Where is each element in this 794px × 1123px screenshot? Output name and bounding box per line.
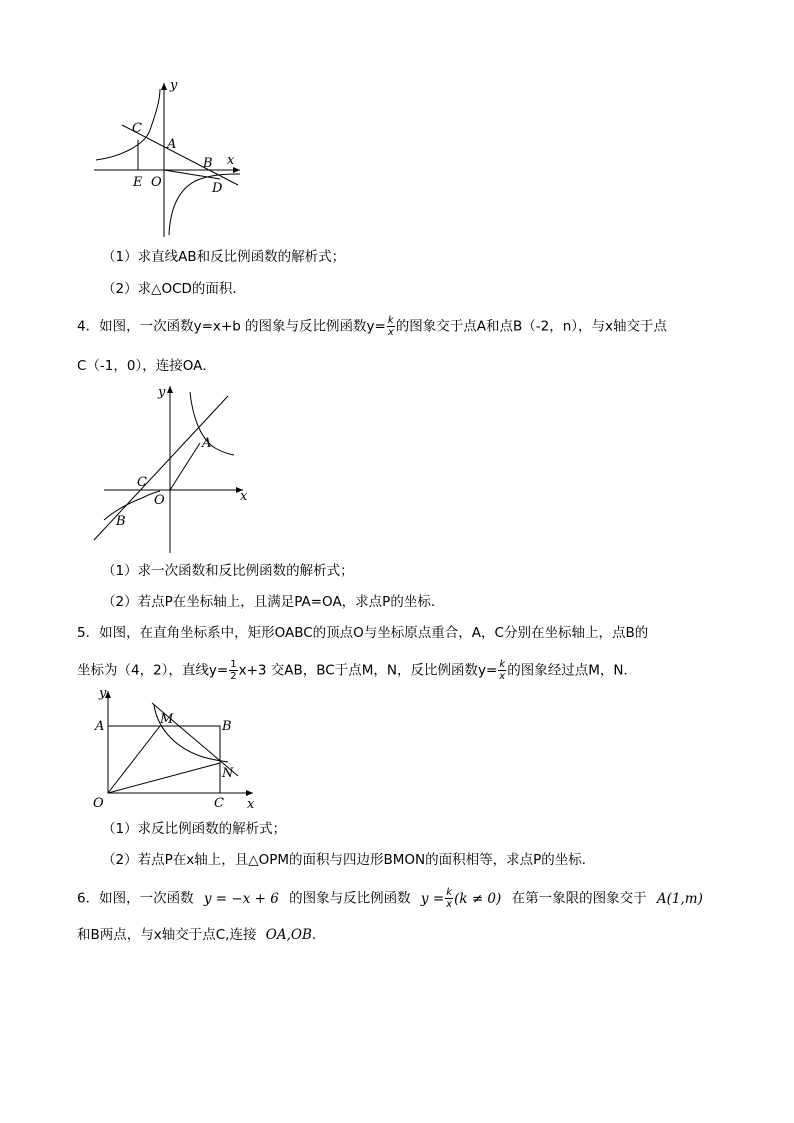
q6-expr-point-a: A(1,m) xyxy=(656,890,703,907)
label-x: x xyxy=(240,489,248,504)
label-a: A xyxy=(202,436,212,451)
q5-frac1-num: 1 xyxy=(230,659,237,670)
q5-line2 xyxy=(77,659,637,682)
q4-frac-den: x xyxy=(387,327,394,338)
q5-line2-c: 的图象经过点M，N． xyxy=(507,662,637,679)
q5-fraction-2 xyxy=(498,659,506,682)
label-a: A xyxy=(95,719,105,734)
q3-sub1: （1）求直线AB和反比例函数的解析式； xyxy=(102,249,346,265)
q4-line1-a: 4．如图，一次函数y=x+b 的图象与反比例函数y= xyxy=(77,318,386,335)
label-x: x xyxy=(227,153,235,168)
q3-sub2: （2）求△OCD的面积． xyxy=(102,281,246,297)
q5-sub1: （1）求反比例函数的解析式； xyxy=(102,821,287,837)
q4-frac-num: k xyxy=(387,315,394,326)
label-c: C xyxy=(132,121,142,136)
q6-frac-num: k xyxy=(446,887,453,898)
label-a: A xyxy=(167,137,177,152)
label-y: y xyxy=(170,78,178,93)
q6-frac-den: x xyxy=(446,899,453,910)
figure-q4-graph xyxy=(90,380,255,555)
q4-line1 xyxy=(77,315,667,338)
line-ab xyxy=(94,396,228,540)
q5-line2-a: 坐标为（4，2），直线y= xyxy=(77,662,229,679)
hyperbola-branch-left xyxy=(104,491,160,520)
hyperbola-branch-right xyxy=(190,392,234,455)
x-axis-arrow xyxy=(246,790,253,796)
hyperbola-branch-right xyxy=(169,174,240,235)
q4-line2: C（-1，0），连接OA． xyxy=(77,358,216,374)
q6-line2-b: . xyxy=(311,927,317,943)
q4-sub2: （2）若点P在坐标轴上，且满足PA=OA，求点P的坐标． xyxy=(102,594,445,610)
label-o: O xyxy=(151,175,162,190)
q6-expr-segments: OA,OB xyxy=(265,927,312,943)
y-axis-arrow xyxy=(161,83,167,90)
q4-line1-b: 的图象交于点A和点B（-2，n），与x轴交于点 xyxy=(395,318,668,335)
q5-line1: 5．如图，在直角坐标系中，矩形OABC的顶点O与坐标原点重合，A，C分别在坐标轴上，点B的 xyxy=(77,625,649,641)
q6-expr-inverse-a: y = xyxy=(420,890,445,907)
q5-frac2-den: x xyxy=(499,671,506,682)
label-b: B xyxy=(116,514,126,529)
label-o: O xyxy=(93,796,104,811)
label-e: E xyxy=(133,175,143,190)
label-c: C xyxy=(137,475,147,490)
q4-sub1: （1）求一次函数和反比例函数的解析式； xyxy=(102,563,354,579)
label-b: B xyxy=(222,719,232,734)
q5-frac1-den: 2 xyxy=(230,671,237,682)
q6-line2 xyxy=(77,925,316,945)
q6-line1 xyxy=(77,887,703,910)
label-d: D xyxy=(212,181,223,196)
label-n: N xyxy=(222,766,234,781)
figure-q3-graph xyxy=(90,75,250,240)
q5-frac2-num: k xyxy=(499,659,506,670)
segment-oa xyxy=(170,443,200,490)
q6-expr-linear: y = −x + 6 xyxy=(203,890,279,907)
q6-line1-c: 在第一象限的图象交于 xyxy=(511,890,647,907)
label-c: C xyxy=(214,796,224,811)
rectangle-oabc xyxy=(108,726,220,793)
figure-q5-graph xyxy=(88,683,263,813)
segment-on xyxy=(108,763,220,793)
label-y: y xyxy=(158,385,166,400)
y-axis-arrow xyxy=(167,386,173,393)
hyperbola-branch-left xyxy=(96,89,160,160)
segment-om xyxy=(108,726,160,793)
q6-line1-a: 6．如图，一次函数 xyxy=(77,890,194,907)
q6-line2-a: 和B两点，与x轴交于点C,连接 xyxy=(77,927,257,943)
label-o: O xyxy=(154,493,165,508)
label-m: M xyxy=(160,712,174,727)
q5-fraction-1 xyxy=(229,659,237,682)
q5-line2-b: x+3 交AB，BC于点M，N，反比例函数y= xyxy=(238,662,498,679)
label-x: x xyxy=(247,797,255,812)
q6-fraction xyxy=(445,887,453,910)
q6-line1-b: 的图象与反比例函数 xyxy=(289,890,411,907)
q5-sub2: （2）若点P在x轴上，且△OPM的面积与四边形BMON的面积相等，求点P的坐标． xyxy=(102,852,596,868)
label-b: B xyxy=(203,156,213,171)
q4-fraction xyxy=(387,315,395,338)
label-y: y xyxy=(99,686,107,701)
q6-expr-inverse-b: (k ≠ 0) xyxy=(454,890,502,907)
